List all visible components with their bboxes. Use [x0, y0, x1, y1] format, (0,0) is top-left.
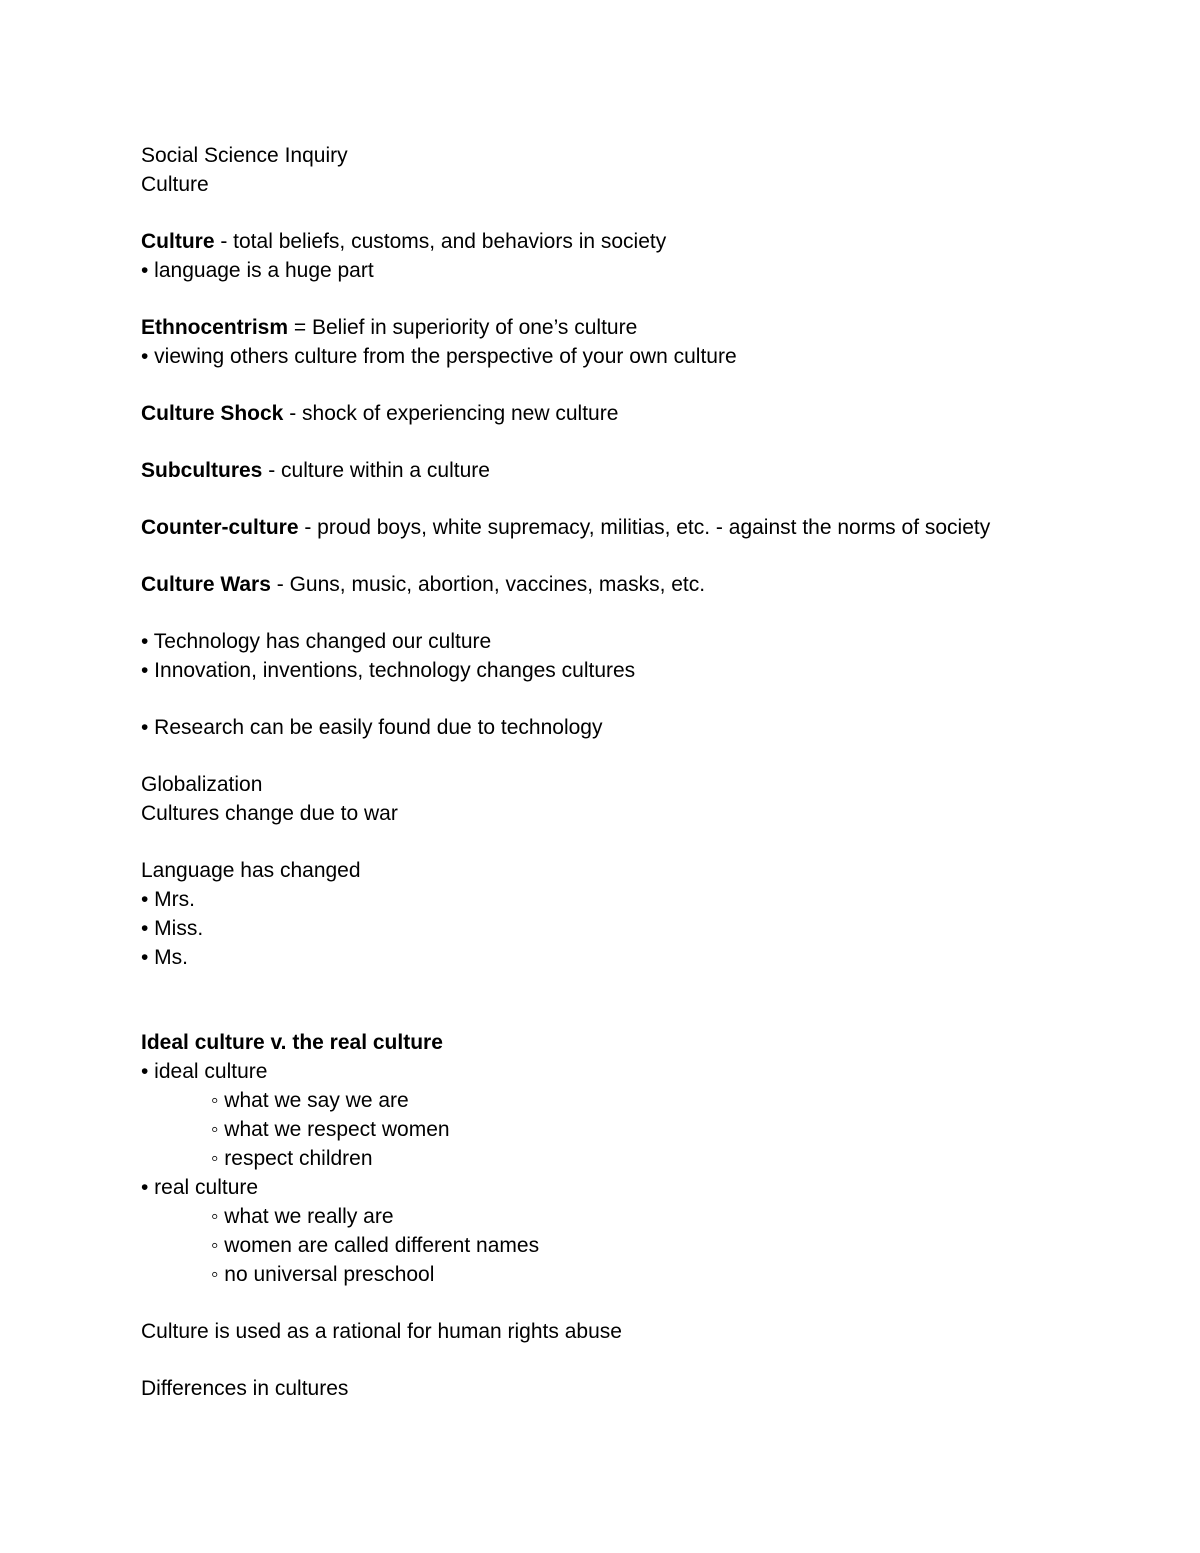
term: Culture Shock [141, 402, 284, 425]
sub-bullet-item: ◦ what we say we are [211, 1089, 409, 1112]
definition: Belief in superiority of one’s culture [311, 316, 638, 339]
sub-bullet-item: ◦ what we really are [211, 1205, 394, 1228]
bullet-item: • Mrs. [141, 888, 196, 911]
bullet-item: • Ms. [141, 946, 189, 969]
bullet-item: • Research can be easily found due to technology [141, 716, 603, 739]
term: Ethnocentrism [141, 316, 289, 339]
bullet-item: • real culture [141, 1176, 259, 1199]
definition: proud boys, white supremacy, militias, etc. - against the norms of society [317, 516, 991, 539]
term: Subcultures [141, 459, 263, 482]
term: Counter-culture [141, 516, 299, 539]
sub-bullet-item: ◦ respect children [211, 1147, 373, 1170]
def-culture-shock: Culture Shock - shock of experiencing new culture [141, 402, 619, 425]
term: Culture Wars [141, 573, 271, 596]
bullet-item: • Technology has changed our culture [141, 630, 492, 653]
bullet-item: • language is a huge part [141, 259, 374, 282]
doc-title: Social Science Inquiry [141, 144, 348, 167]
sub-bullet-item: ◦ no universal preschool [211, 1263, 435, 1286]
bullet-item: • Innovation, inventions, technology changes cultures [141, 659, 636, 682]
definition: culture within a culture [281, 459, 490, 482]
bullet-item: • viewing others culture from the perspective of your own culture [141, 345, 737, 368]
section-heading: Language has changed [141, 859, 361, 882]
sub-bullet-item: ◦ women are called different names [211, 1234, 540, 1257]
def-culture-wars: Culture Wars - Guns, music, abortion, vaccines, masks, etc. [141, 573, 706, 596]
ideal-real-heading: Ideal culture v. the real culture [141, 1031, 443, 1054]
bullet-item: • Miss. [141, 917, 204, 940]
document-page [141, 141, 1141, 1403]
term: Culture [141, 230, 215, 253]
definition: shock of experiencing new culture [302, 402, 619, 425]
def-ethnocentrism: Ethnocentrism = Belief in superiority of one’s culture [141, 316, 638, 339]
bullet-item: • ideal culture [141, 1060, 268, 1083]
def-culture: Culture - total beliefs, customs, and behaviors in society [141, 230, 667, 253]
doc-subtitle: Culture [141, 173, 209, 196]
paragraph-line: Culture is used as a rational for human rights abuse [141, 1320, 622, 1343]
definition: total beliefs, customs, and behaviors in society [233, 230, 667, 253]
paragraph-line: Cultures change due to war [141, 802, 398, 825]
paragraph-line: Differences in cultures [141, 1377, 349, 1400]
def-counter-culture: Counter-culture - proud boys, white supremacy, militias, etc. - against the norms of society [141, 516, 991, 539]
sub-bullet-item: ◦ what we respect women [211, 1118, 450, 1141]
definition: Guns, music, abortion, vaccines, masks, etc. [289, 573, 706, 596]
def-subcultures: Subcultures - culture within a culture [141, 459, 490, 482]
section-heading: Globalization [141, 773, 263, 796]
